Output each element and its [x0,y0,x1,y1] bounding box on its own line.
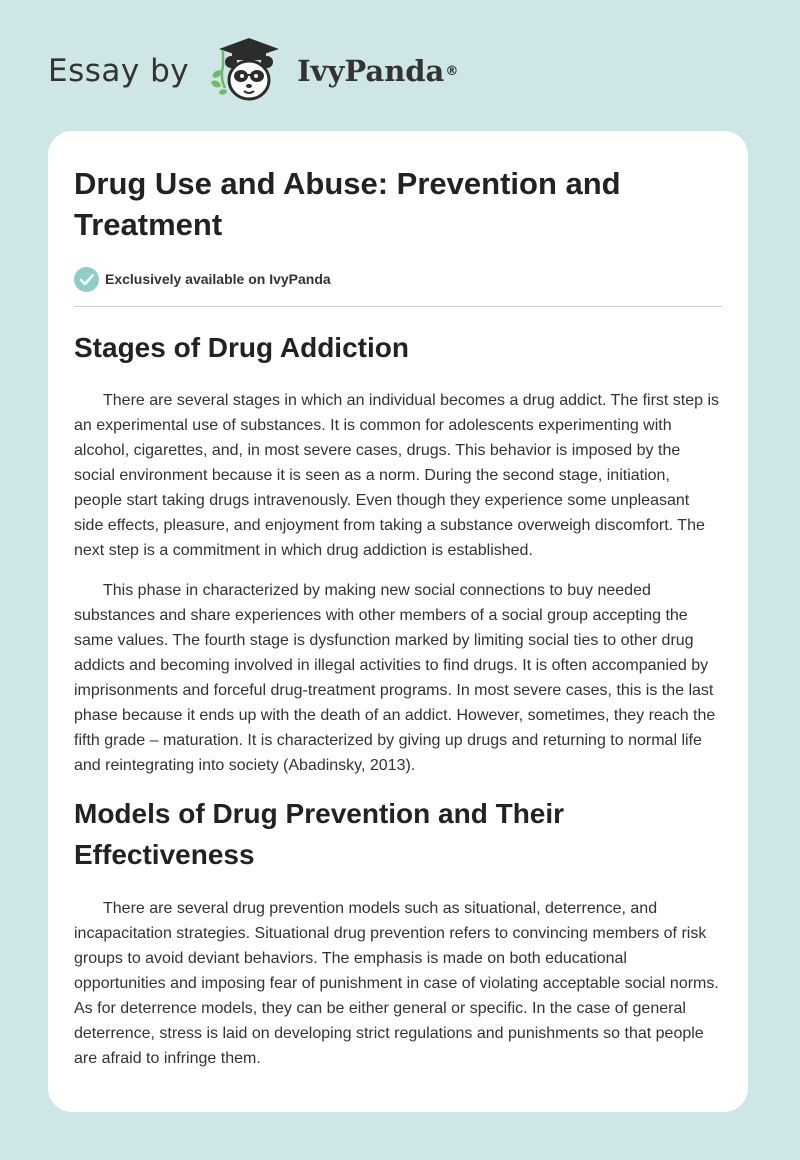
paragraph: This phase in characterized by making new social connections to buy needed substances and share experiences with other members of a social group accepting the same values. The fourth stage is dysfunction marked by limiting social ties to other drug addicts and becoming involved in illegal activities to find drugs. It is often accompanied by imprisonments and forceful drug-treatment programs. In most severe cases, this is the last phase because it ends up with the death of an addict. However, sometimes, they reach the fifth grade – maturation. It is characterized by giving up drugs and returning to normal life and reintegrating into society (Abadinsky, 2013). [74,582,716,774]
section-heading: Stages of Drug Addiction [74,332,409,363]
section-heading: Models of Drug Prevention and Their Effectiveness [74,798,565,870]
title-divider [74,306,722,307]
section-stages [74,327,722,778]
brand-prefix: Essay by [48,53,190,89]
graduation-cap-panda-icon [203,36,295,106]
paragraph: There are several stages in which an individual becomes a drug addict. The first step is an experimental use of substances. It is common for adolescents experimenting with alcohol, cigarettes, and, in most severe cases, drugs. This behavior is imposed by the social environment because it is seen as a norm. During the second stage, initiation, people start taking drugs intravenously. Even though they experience some unpleasant side effects, pleasure, and enjoyment from taking a substance overweigh discomfort. The next step is a commitment in which drug addiction is established. [74,392,720,559]
paragraph: There are several drug prevention models such as situational, deterrence, and incapacitation strategies. Situational drug prevention refers to convincing members of risk groups to avoid deviant behaviors. The emphasis is made on both educational opportunities and imposing fear of punishment in case of violating acceptable social norms. As for deterrence models, they can be either general or specific. In the case of general deterrence, stress is laid on developing strict regulations and punishments so that people are afraid to infringe them. [74,900,719,1067]
article-card [48,131,748,1112]
registered-mark: ® [445,63,459,79]
brand-name: IvyPanda [297,54,445,88]
exclusive-badge-text: Exclusively available on IvyPanda [105,271,331,287]
section-prevention-models [74,793,722,1071]
exclusive-badge [74,266,722,292]
brand-header[interactable] [48,36,458,106]
check-circle-icon [74,267,99,292]
article-title: Drug Use and Abuse: Prevention and Treatment [74,166,621,242]
